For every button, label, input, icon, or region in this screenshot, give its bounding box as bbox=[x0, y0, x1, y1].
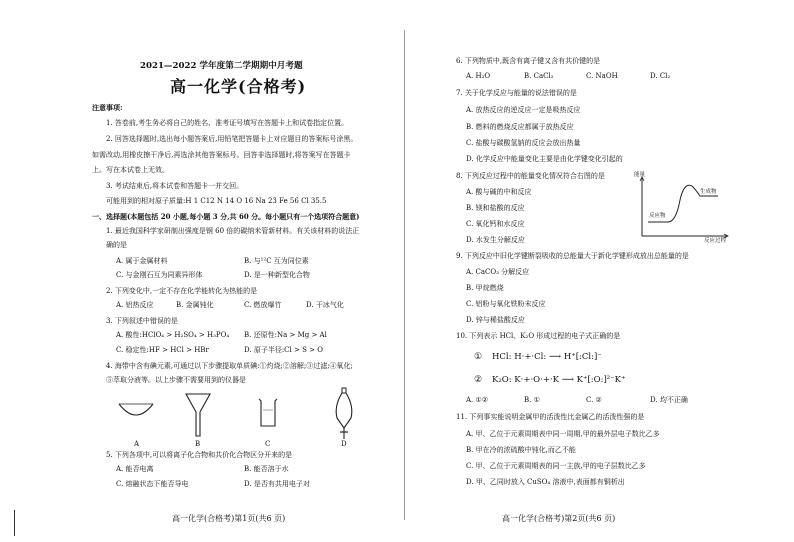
right-page bbox=[408, 0, 794, 542]
option: D. 干冰气化 bbox=[306, 301, 344, 309]
option: A. 酸性:HClO₄ > H₂SO₄ > H₃PO₄ bbox=[116, 331, 230, 339]
option: D. Cl₂ bbox=[650, 72, 671, 80]
atomic-mass-line: 可能用到的相对原子质量:H 1 C12 N 14 O 16 Na 23 Fe 56 Cl 35.5 bbox=[106, 197, 327, 205]
graph-ylabel: 能量 bbox=[634, 172, 646, 178]
option: B. 镁和盐酸的反应 bbox=[466, 204, 525, 212]
graph-product-label: 生成物 bbox=[700, 189, 717, 195]
option: A. 属于金属材料 bbox=[116, 257, 168, 265]
question-stem: 3. 下列叙述中错误的是 bbox=[106, 317, 178, 325]
graph-xlabel: 反应过程 bbox=[704, 238, 727, 244]
exam-title: 2021—2022 学年度第二学期期中月考题 bbox=[140, 61, 303, 71]
note-line: 如需改动,用橡皮擦干净后,再选涂其他答案标号。回答非选择题时,将答案写在答题卡 bbox=[92, 151, 351, 159]
option: C. 氧化钙和水反应 bbox=[466, 220, 525, 228]
graph-reactant-label: 反应物 bbox=[649, 213, 666, 219]
option: A. 甲、乙位于元素周期表中同一周期,甲的最外层电子数比乙多 bbox=[466, 430, 660, 438]
option: C. ② bbox=[586, 396, 602, 404]
option: B. ① bbox=[524, 396, 540, 404]
note-line: 上。写在本试卷上无效。 bbox=[92, 166, 169, 174]
page-footer: 高一化学(合格考)第1页(共6 页) bbox=[172, 514, 286, 523]
equation-number: ① bbox=[474, 352, 483, 362]
option: A. ①② bbox=[466, 396, 489, 404]
page-footer: 高一化学(合格考)第2页(共6 页) bbox=[502, 514, 616, 523]
option: B. 燃料的燃烧反应都属于放热反应 bbox=[466, 123, 574, 131]
option: B. 甲烷燃烧 bbox=[466, 284, 504, 292]
question-stem: 4. 海带中含有碘元素,可通过以下步骤提取单质碘:①灼烧;②溶解;③过滤;④氧化; bbox=[106, 362, 353, 370]
apparatus-label: D bbox=[341, 440, 347, 448]
question-stem: 9. 下列反应中旧化学键断裂吸收的总能量大于新化学键形成放出总能量的是 bbox=[456, 252, 689, 260]
equation-k2o: K₂O: K·+·O·+·K ⟶ K⁺[:O:]²⁻K⁺ bbox=[492, 375, 626, 385]
page-divider bbox=[404, 30, 405, 520]
option: D. 水发生分解反应 bbox=[466, 236, 525, 244]
option: B. CaCl₂ bbox=[524, 72, 554, 80]
option: D. 是否有共用电子对 bbox=[244, 480, 310, 488]
apparatus-label: B bbox=[195, 440, 201, 448]
question-stem: 2. 下列变化中,一定不存在化学能转化为热能的是 bbox=[106, 287, 258, 295]
option: C. 甲、乙位于元素周期表的同一主族,甲的电子层数比乙多 bbox=[466, 462, 646, 470]
option: B. 金属钝化 bbox=[176, 301, 214, 309]
option: B. 能否溶于水 bbox=[244, 465, 289, 473]
question-stem: 11. 下列事实能说明金属甲的活泼性比金属乙的活泼性强的是 bbox=[456, 413, 645, 421]
option: A. H₂O bbox=[466, 72, 491, 80]
option: D. 是一种新型化合物 bbox=[244, 271, 310, 279]
option: D. 化学反应中能量变化主要是由化学键变化引起的 bbox=[466, 155, 623, 163]
notes-heading: 注意事项: bbox=[92, 103, 123, 112]
option: C. 熔融状态下能否导电 bbox=[116, 480, 189, 488]
option: B. 与¹²C 互为同位素 bbox=[244, 257, 309, 265]
note-line: 2. 回答选择题时,选出每小题答案后,用铅笔把答题卡上对应题目的答案标号涂黑。 bbox=[106, 135, 358, 143]
apparatus-label: C bbox=[265, 440, 271, 448]
option: A. 酸与碱的中和反应 bbox=[466, 188, 532, 196]
question-stem: 10. 下列表示 HCl、K₂O 形成过程的电子式正确的是 bbox=[456, 332, 621, 340]
equation-number: ② bbox=[474, 375, 483, 385]
option: C. NaOH bbox=[586, 72, 618, 80]
option: C. 铝粉与氧化铁粉末反应 bbox=[466, 300, 546, 308]
option: A. CaCO₃ 分解反应 bbox=[466, 268, 530, 276]
subject-title: 高一化学(合格考) bbox=[170, 77, 307, 96]
apparatus-label: A bbox=[134, 440, 140, 448]
question-stem: 6. 下列物质中,既含有离子键又含有共价键的是 bbox=[456, 57, 601, 65]
option: B. 甲在冷的浓硫酸中钝化,而乙不能 bbox=[466, 446, 576, 454]
funnel-icon bbox=[185, 392, 211, 438]
option: C. 盐酸与碳酸氢钠的反应会放出热量 bbox=[466, 139, 581, 147]
option: A. 放热反应的逆反应一定是吸热反应 bbox=[466, 106, 581, 114]
option: D. 均不正确 bbox=[650, 396, 688, 404]
separatory-funnel-icon bbox=[333, 388, 355, 440]
option: A. 铝热反应 bbox=[116, 301, 154, 309]
question-stem: 7. 关于化学反应与能量的说法错误的是 bbox=[456, 89, 577, 97]
option: D. 锌与稀盐酸反应 bbox=[466, 316, 525, 324]
option: C. 与金刚石互为同素异形体 bbox=[116, 271, 203, 279]
option: C. 稳定性:HF > HCl > HBr bbox=[116, 346, 209, 354]
option: B. 还原性:Na > Mg > Al bbox=[244, 331, 327, 339]
option: D. 原子半径:Cl > S > O bbox=[244, 346, 323, 354]
question-stem: 8. 下列反应过程中的能量变化情况符合右图的是 bbox=[456, 172, 605, 180]
energy-diagram bbox=[634, 176, 730, 240]
section-one-heading: 一、选择题(本题包括 20 小题,每小题 3 分,共 60 分。每小题只有一个选项符合题意) bbox=[92, 212, 360, 221]
option: D. 甲、乙同时放入 CuSO₄ 溶液中,表面都有铜析出 bbox=[466, 478, 625, 486]
beaker-icon bbox=[258, 398, 278, 428]
question-stem: 1. 最近我国科学家研制出强度是钢 60 倍的碳纳米管新材料。有关该材料的说法正 bbox=[106, 227, 360, 235]
question-stem: ⑤萃取分液等。以上步骤不需要用到的仪器是 bbox=[106, 376, 246, 384]
evaporating-dish-icon bbox=[118, 400, 154, 424]
option: C. 燃放爆竹 bbox=[244, 301, 282, 309]
equation-hcl: HCl: H·+·Cl: ⟶ H⁺[:Cl:]⁻ bbox=[492, 352, 602, 362]
question-stem: 确的是 bbox=[106, 241, 127, 249]
question-stem: 5. 下列各项中,可以将离子化合物和共价化合物区分开来的是 bbox=[106, 451, 293, 459]
note-line: 3. 考试结束后,将本试卷和答题卡一并交回。 bbox=[106, 182, 244, 190]
note-line: 1. 答卷前,考生务必将自己的姓名、准考证号填写在答题卡上和试卷指定位置。 bbox=[106, 119, 349, 127]
option: A. 能否电离 bbox=[116, 465, 154, 473]
